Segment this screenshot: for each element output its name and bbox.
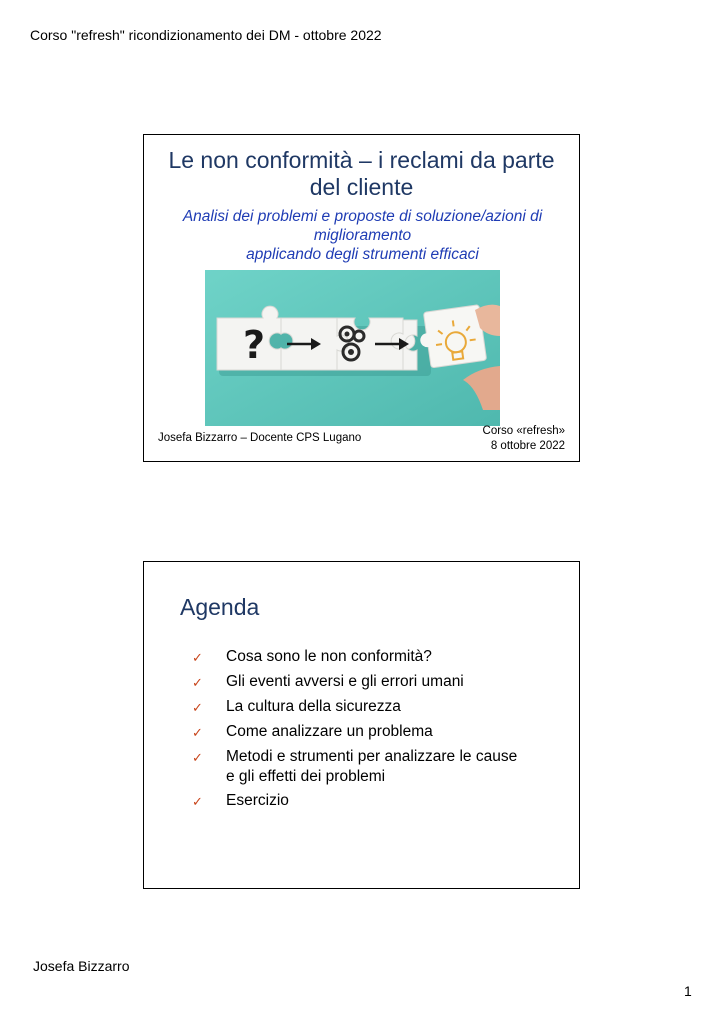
agenda-item-text: Gli eventi avversi e gli errori umani [226,673,464,690]
slide-1-subtitle-line-2: miglioramento [313,227,412,244]
agenda-item-text: Cosa sono le non conformità? [226,648,432,665]
slide-2 [143,561,580,889]
slide-1 [143,134,580,462]
check-icon: ✓ [192,750,203,765]
agenda-item-text: La cultura della sicurezza [226,698,401,715]
agenda-item-text: Metodi e strumenti per analizzare le cause [226,748,518,765]
slide-1-course-date: 8 ottobre 2022 [490,440,565,452]
slide-1-title-line-2: del cliente [309,174,414,200]
slide-1-subtitle-line-1: Analisi dei problemi e proposte di soluzione/azioni di [182,208,543,225]
agenda-item-text: Come analizzare un problema [226,723,433,740]
agenda-item-text: Esercizio [226,792,289,809]
check-icon: ✓ [192,700,203,715]
slide-1-course-info [483,424,565,454]
page-number: 1 [684,983,692,999]
agenda-item [192,672,572,693]
svg-text:?: ? [243,323,266,367]
slide-1-subtitle-line-3: applicando degli strumenti efficaci [246,246,479,263]
check-icon: ✓ [192,650,203,665]
check-icon: ✓ [192,675,203,690]
puzzle-lightbulb-icon [205,270,500,426]
slide-1-title [144,147,579,201]
agenda-list [192,647,572,816]
agenda-item-text-continued: e gli effetti dei problemi [226,768,386,785]
agenda-item [192,722,572,743]
agenda-title: Agenda [180,594,260,620]
check-icon: ✓ [192,794,203,809]
agenda-item [192,791,572,812]
agenda-item [192,647,572,668]
agenda-item [192,747,572,787]
page-header: Corso "refresh" ricondizionamento dei DM - ottobre 2022 [30,27,382,43]
check-icon: ✓ [192,725,203,740]
slide-1-course-name: Corso «refresh» [482,425,565,437]
puzzle-image [205,270,500,426]
slide-1-title-line-1: Le non conformità – i reclami da parte [168,147,555,173]
slide-1-author: Josefa Bizzarro – Docente CPS Lugano [158,432,362,444]
slide-1-subtitle [156,207,569,264]
agenda-item [192,697,572,718]
page-footer-author: Josefa Bizzarro [33,958,130,974]
